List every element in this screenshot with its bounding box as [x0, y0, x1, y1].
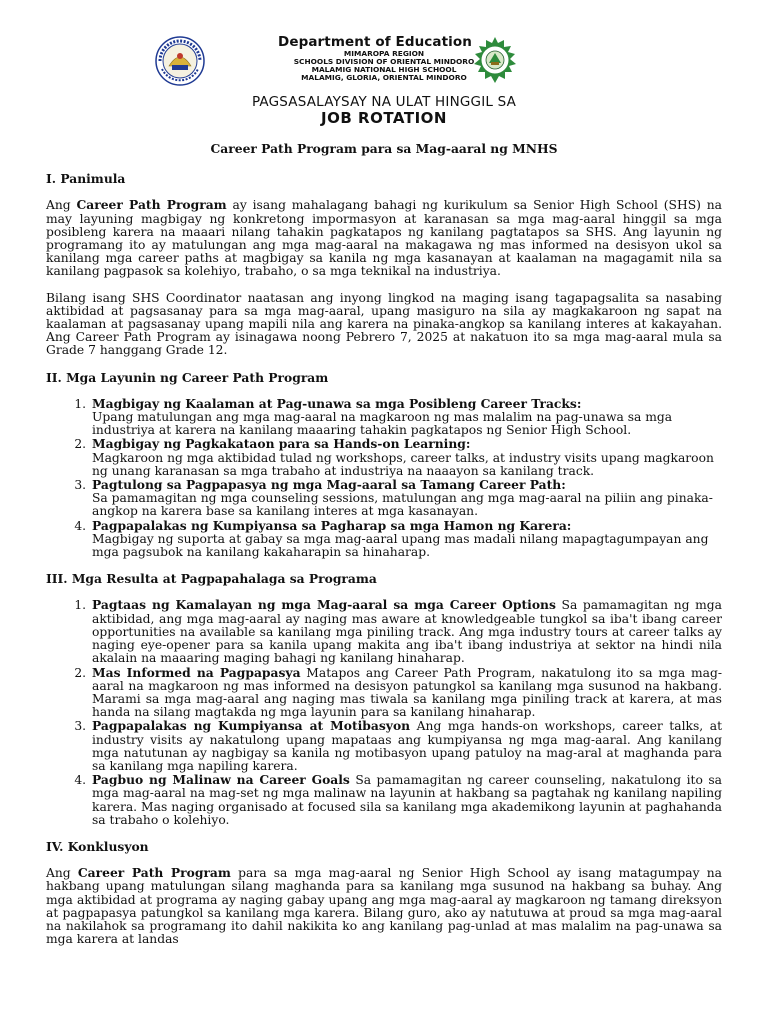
text-run: Ang — [46, 198, 77, 213]
section-heading-panimula: I. Panimula — [46, 171, 126, 187]
item-title: Mas Informed na Pagpapasya — [92, 664, 301, 680]
objectives-list — [46, 397, 722, 559]
results-list — [46, 598, 722, 826]
report-title-line2: JOB ROTATION — [321, 109, 447, 127]
item-text: Magkaroon ng mga aktibidad tulad ng workshops, career talks, at industry visits upang magkaroon ng unang karanasan sa mga trabaho at industriya na naaayon sa kanilang track. — [92, 450, 714, 478]
item-title: Pagpapalakas ng Kumpiyansa sa Pagharap sa mga Hamon ng Karera: — [92, 517, 572, 533]
text-run: para sa mga mag-aaral ng Senior High School ay isang matagumpay na hakbang upang matulungan silang maghanda para sa kanilang mga susunod na hakbang sa buhay. Ang mga aktibidad at programa ay naging gabay upang ang mga mag-aaral ay magkaroon ng tamang direksyon at pagpapasya patungkol sa kanilang mga karera. Bilang guro, ako ay natutuwa at proud sa mga mag-aaral na nakilahok sa programang ito dahil nakikita ko ang kanilang pag-unlad at mas malalim na pag-unawa sa mga karera at landas — [46, 866, 722, 947]
item-text: Sa pamamagitan ng career counseling, nakatulong ito sa mga mag-aaral na mag-set ng mga malinaw na layunin at hakbang sa pagtahak ng kanilang napiling karera. Mas naging organisado at focused sila sa kanilang mga akademikong layunin at paghahanda sa trabaho o kolehiyo. — [92, 773, 722, 827]
item-text: Upang matulungan ang mga mag-aaral na magkaroon ng mas malalim na pag-unawa sa mga industriya at karera na kanilang maaaring tahakin pagkatapos ng Senior High School. — [92, 410, 673, 438]
list-item — [90, 666, 722, 720]
item-text: Matapos ang Career Path Program, nakatulong ito sa mga mag-aaral na magkaroon ng mas informed na desisyon patungkol sa kanilang mga susunod na hakbang. Marami sa mga mag-aaral ang naging mas tiwala sa kanilang mga piniling track at karera, at mas handa na silang magtakda ng mga layunin para sa kanilang hinaharap. — [92, 665, 722, 720]
bold-term: Career Path Program — [77, 865, 231, 881]
item-title: Pagtulong sa Pagpapasya ng mga Mag-aaral sa Tamang Career Path: — [92, 477, 566, 493]
item-title: Magbigay ng Kaalaman at Pag-unawa sa mga Posibleng Career Tracks: — [92, 395, 582, 411]
list-item — [90, 437, 722, 478]
item-text: Sa pamamagitan ng mga aktibidad, ang mga mag-aaral ay naging mas aware at knowledgeable tungkol sa iba't ibang career opportunities na available sa kanilang mga piniling track. Ang mga industry tours at career talks ay naging eye-opener para sa kanila upang makita ang iba't ibang industriya at sektor na hindi nila akalain na maaaring maging bahagi ng kanilang hinaharap. — [92, 598, 722, 666]
list-item — [90, 773, 722, 827]
paragraph-intro-2: Bilang isang SHS Coordinator naatasan ang inyong lingkod na maging isang tagapagsalita sa nasabing aktibidad at pagsasanay para sa mga mag-aaral, upang masiguro na sila ay magkakaroon ng sapat na kaalaman at pagsasanay upang mapili nila ang karera na pinaka-angkop sa kanilang interes at kakayahan. Ang Career Path Program ay isinagawa noong Pebrero 7, 2025 at nakatuon ito sa mga mag-aaral mula sa Grade 7 hanggang Grade 12. — [46, 290, 722, 358]
region-name: MIMAROPA REGION — [343, 49, 425, 58]
school-name: MALAMIG NATIONAL HIGH SCHOOL — [311, 65, 457, 74]
list-item — [90, 519, 722, 560]
letterhead — [0, 0, 768, 90]
paragraph-conclusion — [46, 866, 722, 946]
section-heading-layunin: II. Mga Layunin ng Career Path Program — [46, 369, 329, 385]
report-body — [46, 138, 722, 959]
list-item — [90, 397, 722, 438]
item-text: Sa pamamagitan ng mga counseling sessions, matulungan ang mga mag-aaral na piliin ang pinaka-angkop na karera base sa kanilang interes at mga kasanayan. — [92, 491, 713, 519]
section-heading-resulta: III. Mga Resulta at Pagpapahalaga sa Programa — [46, 571, 377, 587]
list-item — [90, 719, 722, 773]
report-title-line1: PAGSASALAYSAY NA ULAT HINGGIL SA — [251, 94, 517, 110]
school-seal-icon — [470, 37, 520, 85]
item-text: Magbigay ng suporta at gabay sa mga mag-aaral upang mas madali nilang mapagtagumpayan ang mga pagsubok na kanilang kakaharapin sa hinaharap. — [92, 531, 709, 560]
division-name: SCHOOLS DIVISION OF ORIENTAL MINDORO — [293, 57, 475, 66]
item-title: Pagbuo ng Malinaw na Career Goals — [92, 772, 350, 788]
text-run: ay isang mahalagang bahagi ng kurikulum sa Senior High School (SHS) na may layuning magbigay ng konkretong impormasyon at karanasan sa mga mag-aaral hinggil sa mga posibleng karera na maaari nilang tahakin pagkatapos ng kanilang pagtatapos sa SHS. Ang layunin ng programang ito ay matulungan ang mga mag-aaral na makagawa ng mas informed na desisyon ukol sa kanilang mga career paths at magbigay sa kanila ng mga kasanayan at kaalaman na magagamit nila sa kanilang pagpasok sa kolehiyo, trabaho, o sa mga teknikal na industriya. — [46, 198, 722, 279]
text-run: Ang — [46, 866, 78, 881]
bold-term: Career Path Program — [76, 197, 227, 213]
item-title: Magbigay ng Pagkakataon para sa Hands-on Learning: — [92, 436, 471, 452]
item-title: Pagpapalakas ng Kumpiyansa at Motibasyon — [92, 718, 411, 734]
item-title: Pagtaas ng Kamalayan ng mga Mag-aaral sa mga Career Options — [92, 597, 556, 613]
department-name: Department of Education — [278, 34, 472, 50]
list-item — [90, 478, 722, 519]
item-text: Ang mga hands-on workshops, career talks, at industry visits ay nakatulong upang mapataas ang kumpiyansa ng mga mag-aaral. Ang kanilang mga natutunan ay nagbigay sa kanila ng motibasyon upang patuloy na mag-aral at maghanda para sa kanilang mga napiling karera. — [92, 719, 723, 773]
section-heading-konklusyon: IV. Konklusyon — [46, 838, 149, 854]
list-item — [90, 598, 722, 665]
paragraph-intro-1 — [46, 198, 722, 278]
report-subtitle: Career Path Program para sa Mag-aaral ng MNHS — [210, 141, 558, 156]
school-address: MALAMIG, GLORIA, ORIENTAL MINDORO — [301, 73, 467, 82]
